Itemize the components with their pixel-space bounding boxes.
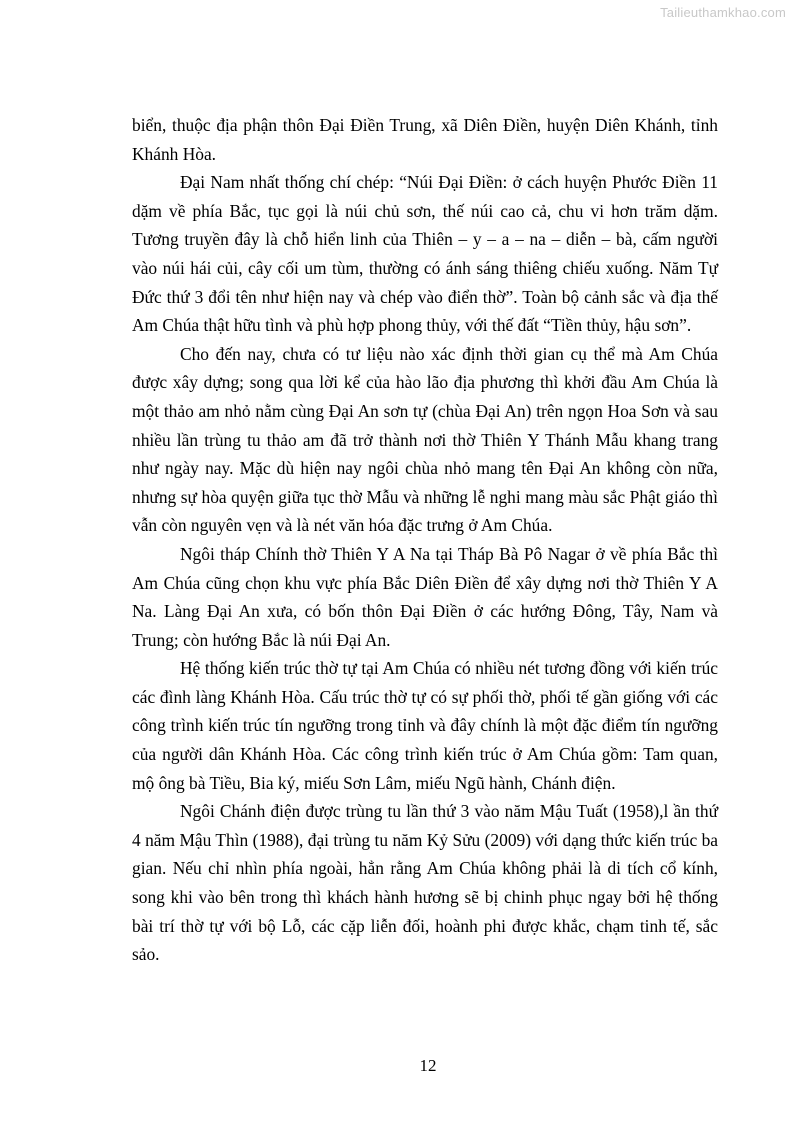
paragraph-dai-nam: Đại Nam nhất thống chí chép: “Núi Đại Điền: ở cách huyện Phước Điền 11 dặm về phía Bắc, tục gọi là núi chủ sơn, thế núi cao cả, chu vi hơn trăm dặm. Tương truyền đây là chỗ hiển linh của Thiên – y – a – na – diễn – bà, cấm người vào núi hái củi, cây cối um tùm, thường có ánh sáng thiêng chiếu xuống. Năm Tự Đức thứ 3 đổi tên như hiện nay và chép vào điển thờ”. Toàn bộ cảnh sắc và địa thế Am Chúa thật hữu tình và phù hợp phong thủy, với thế đất “Tiền thủy, hậu sơn”. [132, 172, 718, 336]
paragraph-location: Ngôi tháp Chính thờ Thiên Y A Na tại Tháp Bà Pô Nagar ở về phía Bắc thì Am Chúa cũng chọn khu vực phía Bắc Diên Điền để xây dựng nơi thờ Thiên Y A Na. Làng Đại An xưa, có bốn thôn Đại Điền ở các hướng Đông, Tây, Nam và Trung; còn hướng Bắc là núi Đại An. [132, 543, 718, 650]
paragraph-main-hall: Ngôi Chánh điện được trùng tu lần thứ 3 vào năm Mậu Tuất (1958),l ần thứ 4 năm Mậu Thìn (1988), đại trùng tu năm Kỷ Sửu (2009) với dạng thức kiến trúc ba gian. Nếu chỉ nhìn phía ngoài, hẳn rằng Am Chúa không phải là di tích cổ kính, song khi vào bên trong thì khách hành hương sẽ bị chinh phục ngay bởi hệ thống bài trí thờ tự với bộ Lỗ, các cặp liễn đối, hoành phi được khắc, chạm tinh tế, sắc sảo. [132, 801, 718, 965]
document-body [132, 111, 718, 969]
paragraph-history: Cho đến nay, chưa có tư liệu nào xác định thời gian cụ thể mà Am Chúa được xây dựng; song qua lời kể của hào lão địa phương thì khởi đầu Am Chúa là một thảo am nhỏ nằm cùng Đại An sơn tự (chùa Đại An) trên ngọn Hoa Sơn và sau nhiều lần trùng tu thảo am đã trở thành nơi thờ Thiên Y Thánh Mẫu khang trang như ngày nay. Mặc dù hiện nay ngôi chùa nhỏ mang tên Đại An không còn nữa, nhưng sự hòa quyện giữa tục thờ Mẫu và những lễ nghi mang màu sắc Phật giáo thì vẫn còn nguyên vẹn và là nét văn hóa đặc trưng ở Am Chúa. [132, 343, 718, 536]
watermark: Tailieuthamkhao.com [660, 5, 786, 20]
page-number: 12 [419, 1056, 437, 1075]
paragraph-continuation: biển, thuộc địa phận thôn Đại Điền Trung, xã Diên Điền, huyện Diên Khánh, tỉnh Khánh Hòa. [132, 115, 718, 164]
paragraph-architecture: Hệ thống kiến trúc thờ tự tại Am Chúa có nhiều nét tương đồng với kiến trúc các đình làng Khánh Hòa. Cấu trúc thờ tự có sự phối thờ, phối tế gần giống với các công trình kiến trúc tín ngưỡng trong tỉnh và đây chính là một đặc điểm tín ngưỡng của người dân Khánh Hòa. Các công trình kiến trúc ở Am Chúa gồm: Tam quan, mộ ông bà Tiều, Bia ký, miếu Sơn Lâm, miếu Ngũ hành, Chánh điện. [132, 658, 718, 793]
